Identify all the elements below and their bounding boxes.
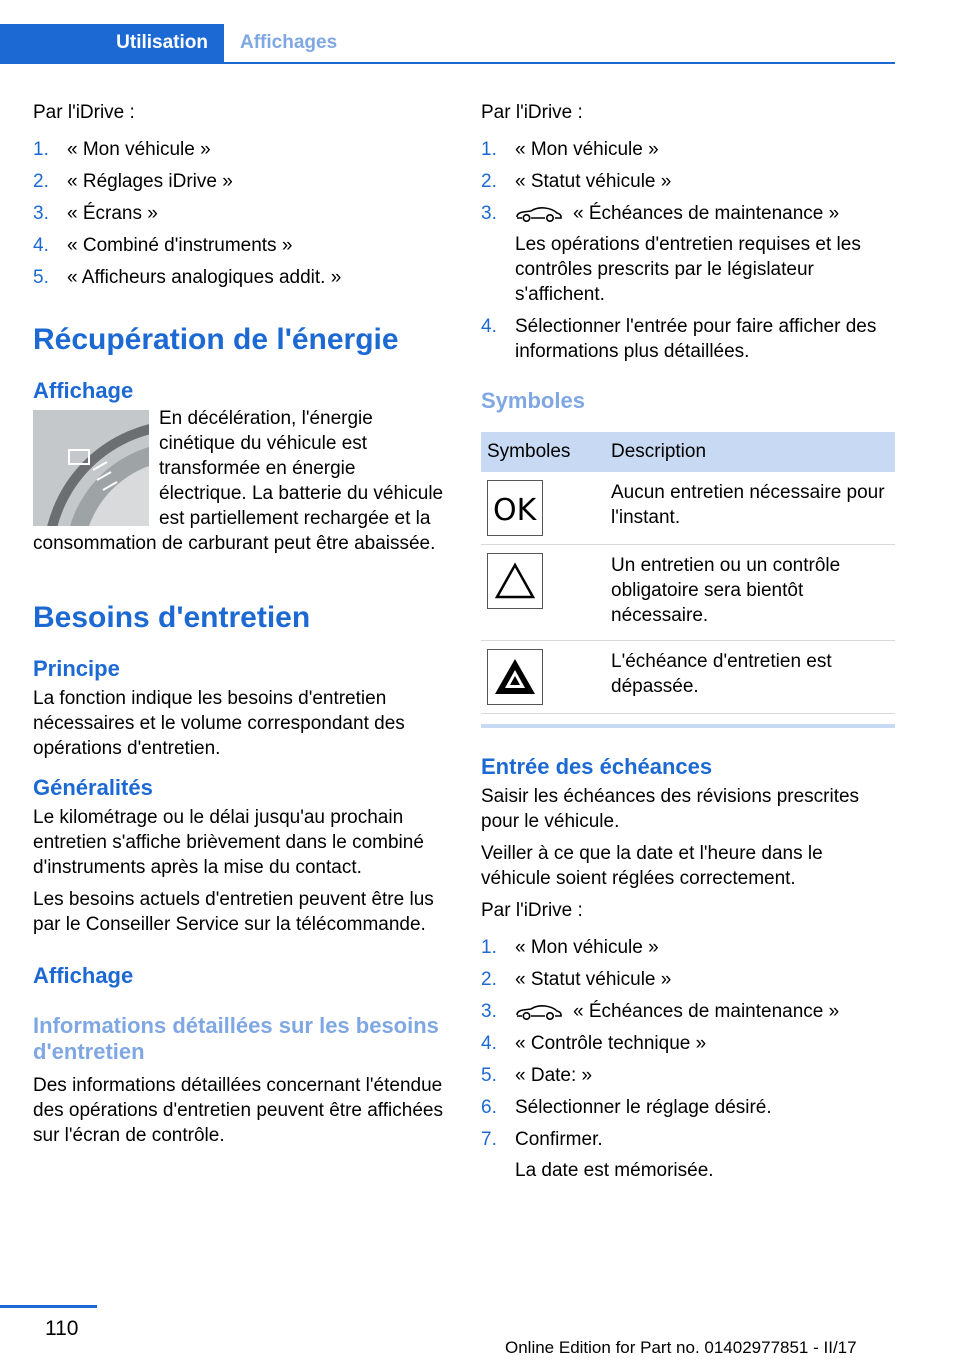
table-row (481, 641, 895, 714)
footer-edition: Online Edition for Part no. 01402977851 - II/17 (505, 1338, 857, 1357)
table-cell-description: L'échéance d'entretien est dépassée. (605, 641, 895, 714)
overdue-triangle-icon (487, 649, 543, 705)
step-text: « Date: » (515, 1065, 593, 1086)
list-item (481, 314, 895, 364)
list-item (481, 201, 895, 307)
heading-generalites: Généralités (33, 775, 153, 800)
step-number: 6. (481, 1097, 497, 1118)
list-item (481, 1127, 895, 1183)
list-item (481, 1063, 895, 1088)
list-item (481, 999, 895, 1024)
heading-affichage: Affichage (33, 378, 134, 403)
list-item (33, 233, 447, 258)
table-cell-description: Un entretien ou un contrôle obligatoire sera bientôt nécessaire. (605, 545, 895, 641)
list-item (33, 201, 447, 226)
step-text: « Échéances de maintenance » (573, 1001, 840, 1022)
step-text: « Écrans » (67, 203, 158, 224)
table-header-row (481, 432, 895, 472)
step-number: 3. (33, 203, 49, 224)
heading-symboles: Symboles (481, 388, 585, 413)
generalites-text-1: Le kilométrage ou le délai jusqu'au prochain entretien s'affiche brièvement dans le combiné d'instruments après la mise du contact. (33, 807, 424, 878)
list-item (481, 1031, 895, 1056)
right-column (481, 100, 895, 1190)
idrive-steps-right-2 (481, 935, 895, 1183)
step-text: « Mon véhicule » (67, 139, 211, 160)
heading-recuperation: Récupération de l'énergie (33, 323, 399, 356)
recuperation-text: En décélération, l'énergie cinétique du véhicule est transformée en énergie électrique. La batterie du véhicule est partiellement rechargée et la consommation de carburant peut être abaissée. (33, 408, 444, 554)
tab-affichages[interactable]: Affichages (240, 32, 338, 53)
tab-utilisation[interactable]: Utilisation (0, 24, 224, 62)
principe-text: La fonction indique les besoins d'entretien nécessaires et le volume correspondant des opérations d'entretien. (33, 688, 405, 759)
heading-besoins-entretien: Besoins d'entretien (33, 601, 311, 634)
step-number: 4. (33, 235, 49, 256)
heading-principe: Principe (33, 656, 120, 681)
list-item (33, 169, 447, 194)
entree-text-2: Veiller à ce que la date et l'heure dans le véhicule soient réglées correctement. (481, 843, 823, 889)
symbols-table (481, 432, 895, 714)
step-number: 3. (481, 203, 497, 224)
list-item (481, 169, 895, 194)
entree-text-1: Saisir les échéances des révisions prescrites pour le véhicule. (481, 786, 860, 832)
list-item (481, 1095, 895, 1120)
step-text: « Mon véhicule » (515, 139, 659, 160)
step-number: 2. (33, 171, 49, 192)
list-item (481, 137, 895, 162)
page-number: 110 (45, 1317, 79, 1340)
car-icon (515, 205, 563, 223)
step-number: 7. (481, 1129, 497, 1150)
list-item (481, 967, 895, 992)
efficient-dynamics-gauge-image (33, 410, 149, 526)
header-tabs (0, 24, 895, 64)
idrive-steps (33, 137, 447, 290)
table-cell-description: Aucun entretien nécessaire pour l'instant. (605, 472, 895, 545)
step-text: « Échéances de maintenance » (573, 203, 840, 224)
list-item (481, 935, 895, 960)
table-row (481, 545, 895, 641)
step-text: « Mon véhicule » (515, 937, 659, 958)
step-text: Confirmer. (515, 1129, 603, 1150)
idrive-intro-right-2: Par l'iDrive : (481, 900, 583, 921)
table-header-description: Description (605, 432, 895, 472)
step-subtext: La date est mémorisée. (515, 1160, 714, 1181)
ok-icon (487, 480, 543, 536)
table-footer-bar (481, 724, 895, 728)
idrive-intro: Par l'iDrive : (33, 102, 135, 123)
table-header-symboles: Symboles (481, 432, 605, 472)
step-number: 1. (33, 139, 49, 160)
step-text: Sélectionner le réglage désiré. (515, 1097, 772, 1118)
step-number: 4. (481, 1033, 497, 1054)
car-icon (515, 1003, 563, 1021)
step-number: 1. (481, 937, 497, 958)
step-text: « Statut véhicule » (515, 171, 672, 192)
informations-text: Des informations détaillées concernant l'étendue des opérations d'entretien peuvent être affichées sur l'écran de contrôle. (33, 1075, 443, 1146)
table-row (481, 472, 895, 545)
step-text: « Afficheurs analogiques addit. » (67, 267, 342, 288)
idrive-intro-right: Par l'iDrive : (481, 102, 583, 123)
heading-informations-detaillees: Informations détaillées sur les besoins d'entretien (33, 1013, 439, 1064)
generalites-text-2: Les besoins actuels d'entretien peuvent être lus par le Conseiller Service sur la télécommande. (33, 889, 434, 935)
page-number-rule (0, 1305, 97, 1308)
svg-text:OK: OK (493, 493, 537, 528)
heading-affichage-2: Affichage (33, 963, 134, 988)
list-item (33, 265, 447, 290)
step-text: « Réglages iDrive » (67, 171, 233, 192)
step-number: 2. (481, 969, 497, 990)
heading-entree-echeances: Entrée des échéances (481, 754, 713, 779)
step-number: 4. (481, 316, 497, 337)
step-text: « Contrôle technique » (515, 1033, 707, 1054)
warning-triangle-icon (487, 553, 543, 609)
step-text: Sélectionner l'entrée pour faire afficher des informations plus détaillées. (515, 316, 877, 362)
step-number: 2. (481, 171, 497, 192)
step-subtext: Les opérations d'entretien requises et les contrôles prescrits par le législateur s'affichent. (515, 234, 861, 305)
step-text: « Statut véhicule » (515, 969, 672, 990)
step-number: 3. (481, 1001, 497, 1022)
list-item (33, 137, 447, 162)
gauge-icon (33, 410, 149, 526)
idrive-steps-right (481, 137, 895, 364)
step-number: 1. (481, 139, 497, 160)
left-column (33, 100, 447, 1148)
step-number: 5. (481, 1065, 497, 1086)
step-number: 5. (33, 267, 49, 288)
step-text: « Combiné d'instruments » (67, 235, 293, 256)
